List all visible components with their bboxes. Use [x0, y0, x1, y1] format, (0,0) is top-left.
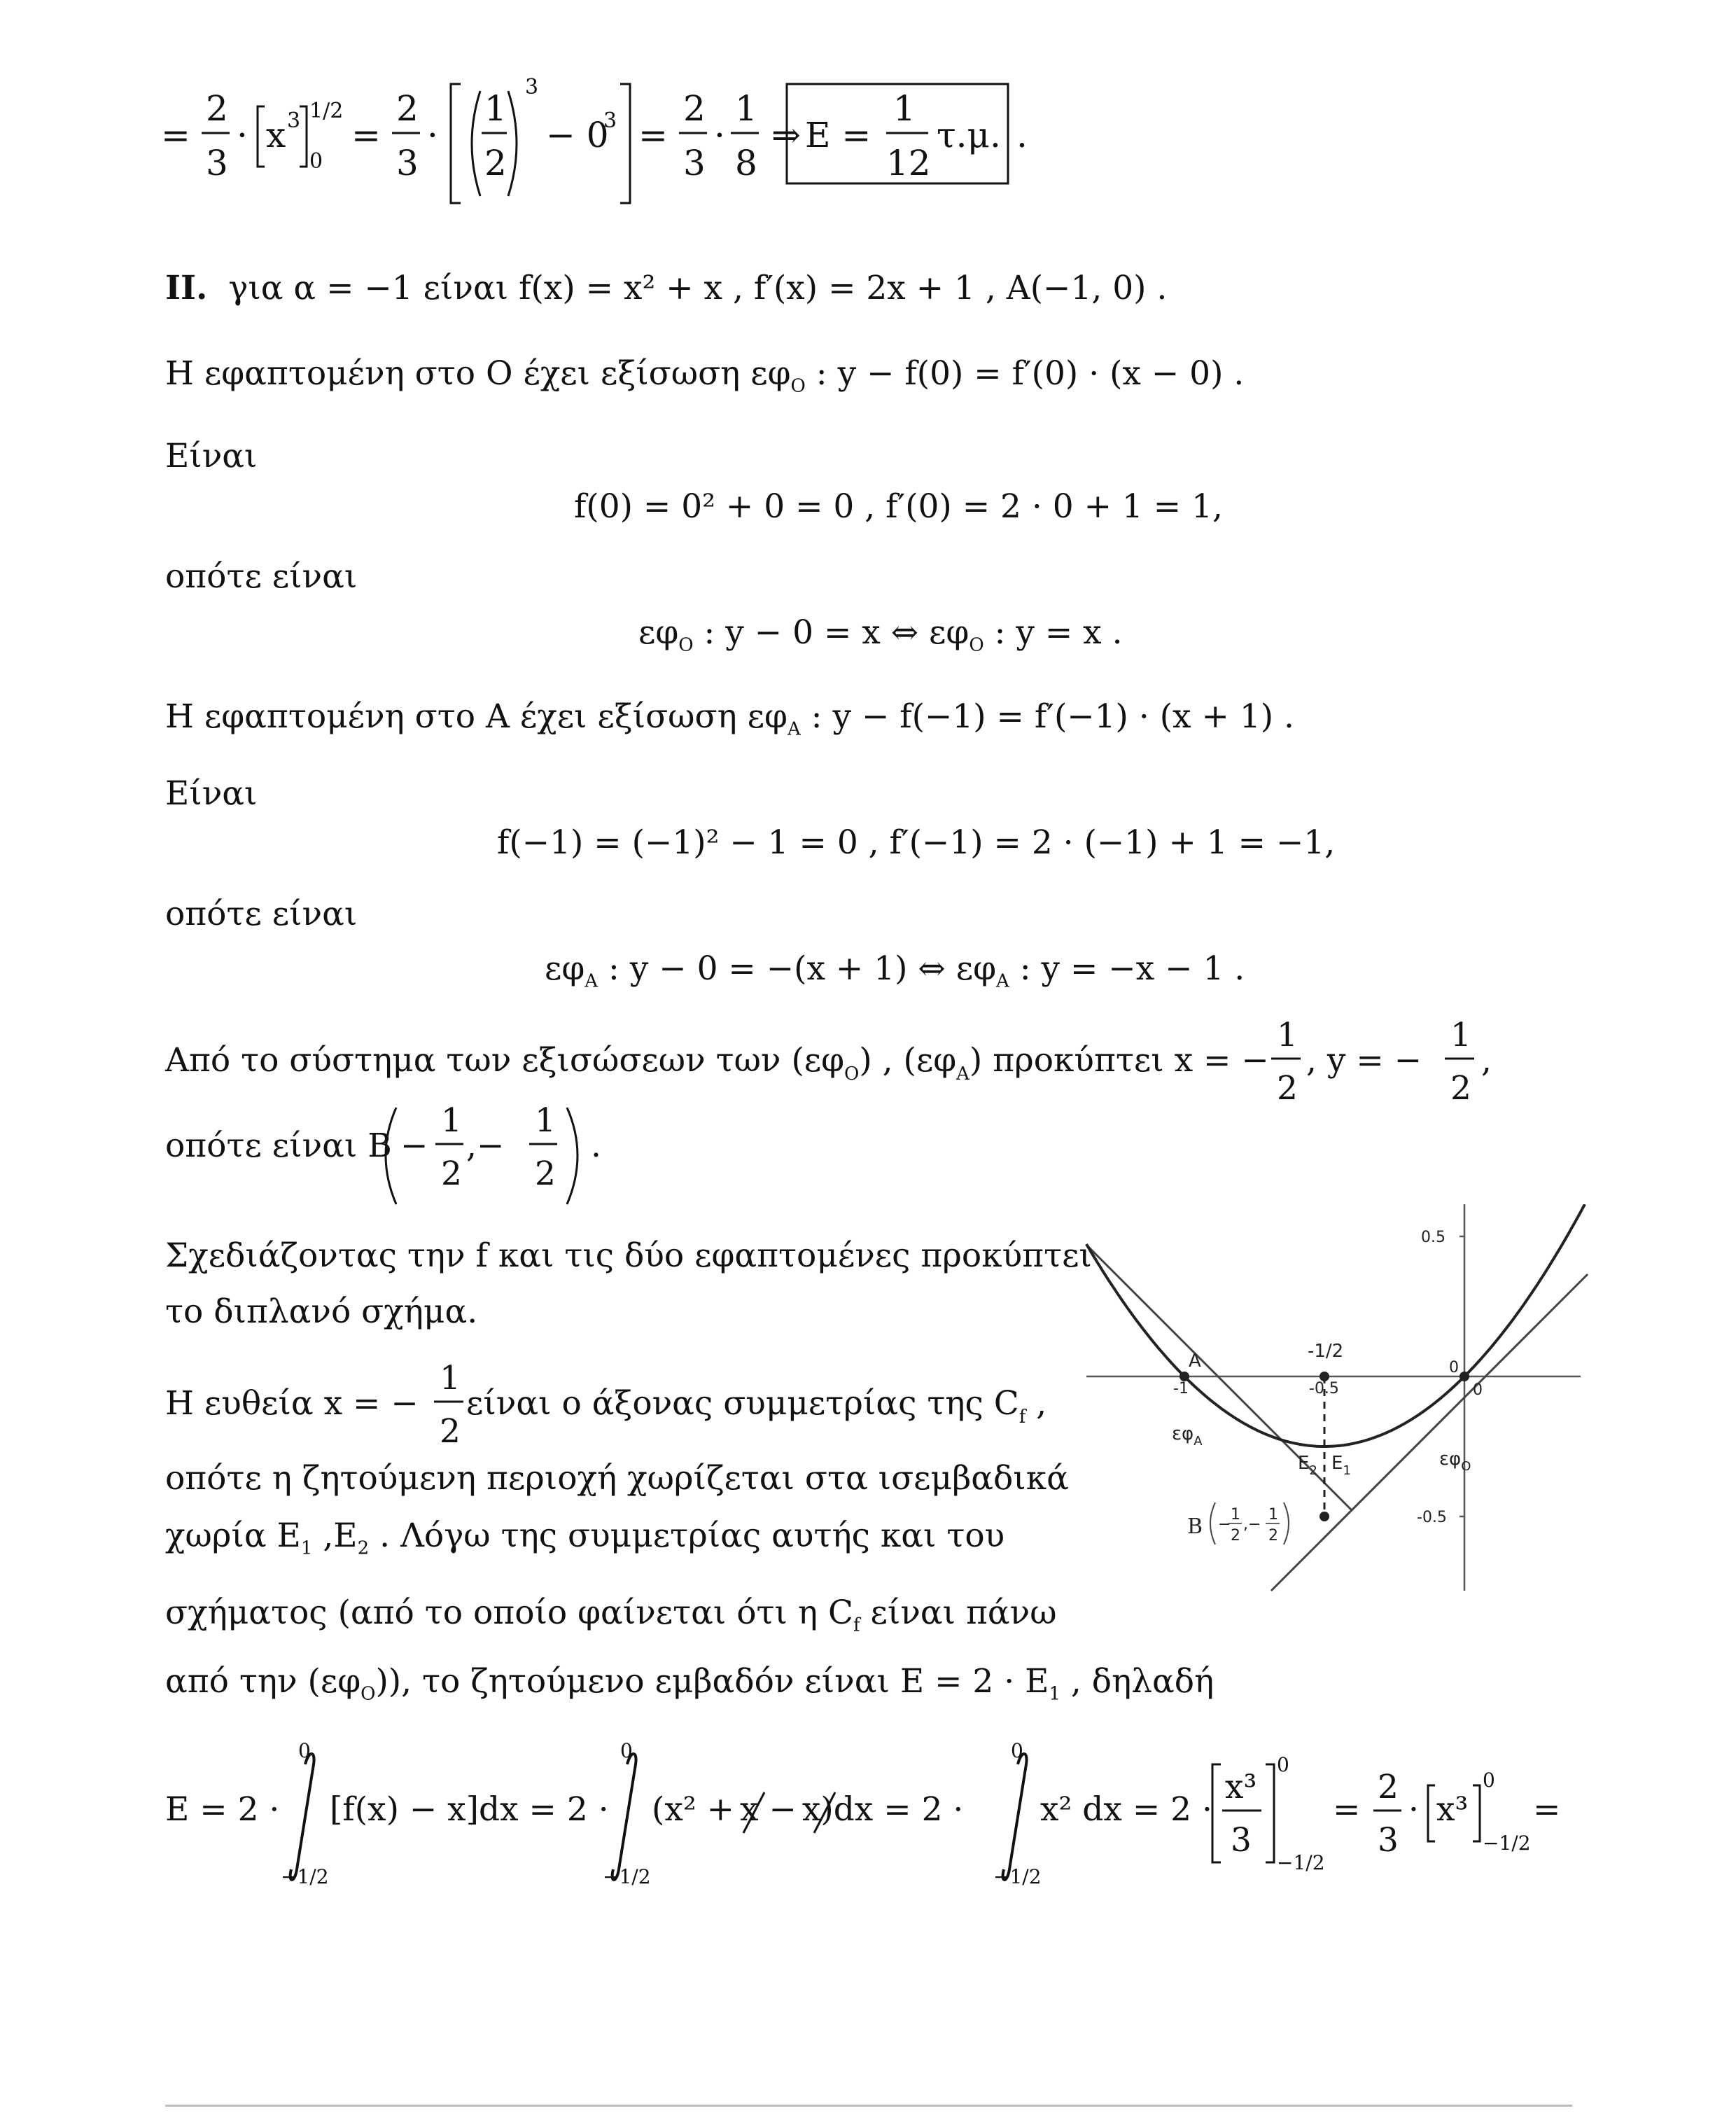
- text: οπότε είναι B: [165, 1127, 392, 1165]
- text: ) , (εφ: [859, 1041, 957, 1080]
- symmetry-axis-line: [165, 1358, 1075, 1456]
- fm1-equation: f(−1) = (−1)² − 1 = 0 , f′(−1) = 2 · (−1) + 1 = −1,: [497, 823, 1336, 862]
- subscript: A: [956, 1064, 969, 1085]
- tangent-O-line: [1271, 1274, 1588, 1591]
- frac-den: 3: [1378, 1821, 1399, 1860]
- integral-upper: 0: [1011, 1739, 1023, 1762]
- svg-text:Από το σύστημα των εξισώσεων τ: [164, 1041, 1269, 1085]
- frac-num: 1: [535, 1101, 556, 1140]
- frac-den: 2: [1450, 1069, 1471, 1108]
- dot: ·: [714, 115, 725, 155]
- tangent-A-statement: [165, 697, 1294, 740]
- text: −: [758, 1790, 797, 1829]
- frac-num: 1: [441, 1101, 462, 1140]
- frac-num: 2: [1378, 1768, 1399, 1806]
- equals-sign: =: [638, 115, 668, 155]
- opote-label: οπότε είναι: [165, 895, 358, 933]
- text: )dx = 2 ·: [820, 1790, 964, 1829]
- subscript: f: [853, 1615, 860, 1636]
- tangent-A-equation: [545, 949, 1245, 992]
- frac-num: 1: [1231, 1506, 1240, 1523]
- svg-text:E1: [1331, 1453, 1351, 1478]
- frac-den: 2: [1231, 1527, 1240, 1544]
- dot: ·: [237, 115, 248, 155]
- einai-label: Είναι: [165, 774, 258, 813]
- symmetry-line-3: [165, 1516, 1005, 1559]
- frac-den: 2: [484, 143, 507, 183]
- exp: 3: [287, 109, 301, 133]
- dot: ·: [427, 115, 438, 155]
- y-tick-label: 0.5: [1421, 1229, 1446, 1246]
- subscript: A: [1194, 1434, 1203, 1449]
- text: )), το ζητούμενο εμβαδόν είναι E = 2 · E: [375, 1662, 1049, 1701]
- einai-label: Είναι: [165, 437, 258, 475]
- frac-den: 2: [1277, 1069, 1298, 1108]
- text: . Λόγω της συμμετρίας αυτής και του: [369, 1516, 1005, 1555]
- frac-den: 8: [735, 143, 757, 183]
- minus: −: [1218, 1516, 1231, 1533]
- equals-sign: =: [161, 115, 190, 155]
- subscript: Ο: [844, 1064, 860, 1085]
- minus-zero: − 0: [546, 115, 609, 155]
- text: =: [1333, 1790, 1361, 1829]
- parabola-curve: [1086, 1204, 1585, 1446]
- svg-text:E2: [1298, 1453, 1317, 1478]
- frac-num: 1: [893, 88, 916, 129]
- opote-label: οπότε είναι: [165, 557, 358, 596]
- frac-num: 1: [1450, 1016, 1471, 1054]
- subscript: A: [584, 970, 598, 992]
- text: , δηλαδή: [1060, 1662, 1214, 1701]
- text: είναι ο άξονας συμμετρίας της C: [466, 1384, 1019, 1423]
- text: είναι πάνω: [860, 1594, 1057, 1632]
- frac-num: 1: [735, 88, 757, 129]
- text: : y = −x − 1 .: [1009, 949, 1245, 988]
- subscript: O: [1461, 1459, 1471, 1474]
- text: [f(x) − x]dx = 2 ·: [330, 1790, 609, 1829]
- text: : y − 0 = −(x + 1) ⇔ εφ: [598, 949, 996, 988]
- tangent-O-equation: [638, 613, 1123, 656]
- frac-num: 1: [1268, 1506, 1278, 1523]
- implies-arrow: ⇒: [771, 115, 801, 155]
- text: χωρία E: [165, 1516, 301, 1555]
- frac-den: 3: [396, 143, 419, 183]
- subscript: 1: [1049, 1683, 1060, 1705]
- separator: ,−: [1243, 1516, 1261, 1533]
- svg-text:είναι ο άξονας συμμετρίας της: [466, 1384, 1046, 1428]
- subscript: A: [995, 970, 1009, 992]
- subscript: Ο: [360, 1683, 376, 1705]
- unit-label: τ.μ.: [937, 115, 1001, 155]
- cancelled-x: x: [802, 1790, 821, 1829]
- text: Η εφαπτομένη στο A έχει εξίσωση εφ: [165, 697, 788, 736]
- origin-label: 0: [1449, 1359, 1459, 1376]
- minus: −: [400, 1127, 428, 1165]
- text: x² dx = 2 ·: [1040, 1790, 1212, 1829]
- exp: 3: [603, 109, 617, 133]
- subscript: Ο: [678, 634, 694, 656]
- integral-lower: −1/2: [603, 1865, 651, 1888]
- period: .: [591, 1127, 601, 1165]
- svg-text:(x² +x −x)dx = 2 ·: [652, 1790, 963, 1829]
- text: από την (εφ: [165, 1662, 361, 1701]
- lower-limit: 0: [309, 149, 323, 174]
- frac-num: 1: [440, 1359, 461, 1397]
- integral-lower: −1/2: [281, 1865, 329, 1888]
- subscript: Ο: [969, 634, 984, 656]
- y-tick-label: -0.5: [1417, 1509, 1447, 1526]
- frac-num: 2: [683, 88, 706, 129]
- integral-upper: 0: [298, 1739, 311, 1762]
- text: Η ευθεία x = −: [165, 1384, 419, 1423]
- svg-text:εφA: [1172, 1423, 1203, 1449]
- text: (x² +: [652, 1790, 735, 1829]
- svg-text:εφO: [1439, 1449, 1471, 1474]
- subscript: 1: [300, 1537, 313, 1559]
- label-A: A: [1189, 1351, 1201, 1372]
- page-bottom-rule: [165, 2105, 1572, 2107]
- frac-num: x³: [1225, 1768, 1257, 1806]
- equals-sign: =: [351, 115, 381, 155]
- x-tick-label: 0: [1473, 1381, 1483, 1399]
- parabola-tangents-figure: [1078, 1204, 1589, 1596]
- x-tick-label: -0.5: [1309, 1380, 1339, 1397]
- text: ,E: [312, 1516, 358, 1555]
- text: =: [1533, 1790, 1561, 1829]
- symmetry-line-4: [165, 1596, 1057, 1634]
- part-label: II.: [165, 269, 208, 307]
- frac-den: 3: [1231, 1821, 1252, 1860]
- part2-text: για α = −1 είναι f(x) = x² + x , f′(x) = 2x + 1 , A(−1, 0) .: [228, 269, 1168, 307]
- point-O: [1460, 1372, 1469, 1381]
- frac-den: 3: [683, 143, 706, 183]
- text: : y − 0 = x ⇔ εφ: [693, 613, 969, 652]
- text: εφ: [638, 613, 679, 652]
- sketch-line-2: το διπλανό σχήμα.: [165, 1292, 478, 1331]
- integral-lower: −1/2: [993, 1865, 1042, 1888]
- cancelled-x: x: [740, 1790, 759, 1829]
- region-E1-label: E: [1331, 1453, 1343, 1474]
- label-B: B: [1187, 1514, 1203, 1539]
- text: ,: [1481, 1041, 1492, 1080]
- frac-den: 2: [535, 1155, 556, 1193]
- point-B-label: [1187, 1502, 1289, 1544]
- subscript: Ο: [790, 375, 806, 397]
- text: : y − f(−1) = f′(−1) · (x + 1) .: [800, 697, 1294, 736]
- text: Η εφαπτομένη στο Ο έχει εξίσωση εφ: [165, 354, 791, 393]
- symmetry-line-5: [165, 1662, 1214, 1705]
- exp: 3: [525, 75, 539, 99]
- text: σχήματος (από το οποίο φαίνεται ότι η C: [165, 1594, 853, 1632]
- subscript: A: [787, 718, 801, 740]
- subscript: 2: [357, 1537, 370, 1559]
- region-E2-label: E: [1298, 1453, 1310, 1474]
- text: ·: [1408, 1790, 1419, 1829]
- frac-den: 12: [886, 143, 931, 183]
- bracket-lower: −1/2: [1483, 1832, 1531, 1855]
- symmetry-line-2: οπότε η ζητούμενη περιοχή χωρίζεται στα ισεμβαδικά: [165, 1459, 1069, 1498]
- text: : y = x .: [983, 613, 1123, 652]
- frac-num: 1: [484, 88, 507, 129]
- subscript: 1: [1343, 1463, 1351, 1478]
- area-result-equation: [161, 63, 1036, 217]
- boxed-E: Ε =: [805, 115, 872, 155]
- subscript: f: [1018, 1407, 1026, 1428]
- tangent-O-label: εφ: [1439, 1449, 1462, 1470]
- x-cubed: x³: [1436, 1790, 1469, 1829]
- x-cubed: x: [266, 115, 286, 155]
- frac-den: 2: [1268, 1527, 1278, 1544]
- tangent-A-label: εφ: [1172, 1423, 1194, 1444]
- frac-num: 2: [206, 88, 228, 129]
- x-tick-label: -1: [1173, 1380, 1189, 1397]
- subscript: 2: [1309, 1463, 1317, 1478]
- bracket-lower: −1/2: [1277, 1851, 1325, 1874]
- frac-den: 3: [206, 143, 228, 183]
- part2-line: [165, 269, 1168, 307]
- text: εφ: [545, 949, 585, 988]
- frac-num: 2: [396, 88, 419, 129]
- sketch-line-1: Σχεδιάζοντας την f και τις δύο εφαπτομένες προκύπτει: [165, 1236, 1092, 1275]
- frac-num: 1: [1277, 1016, 1298, 1054]
- text: ) προκύπτει x = −: [969, 1041, 1269, 1080]
- tangent-O-statement: [165, 354, 1245, 397]
- text: : y − f(0) = f′(0) · (x − 0) .: [805, 354, 1245, 393]
- system-solution-line: [165, 1015, 1572, 1113]
- f0-equation: f(0) = 0² + 0 = 0 , f′(0) = 2 · 0 + 1 = 1,: [574, 487, 1223, 526]
- half-label: -1/2: [1308, 1341, 1344, 1362]
- integral-equation: [165, 1739, 1572, 1888]
- text: ,: [1026, 1384, 1047, 1423]
- text: , y = −: [1306, 1041, 1422, 1080]
- separator: ,−: [466, 1127, 505, 1165]
- bracket-upper: 0: [1277, 1753, 1289, 1776]
- frac-den: 2: [440, 1412, 461, 1451]
- bracket-upper: 0: [1483, 1769, 1495, 1792]
- point-B-line: [165, 1099, 655, 1211]
- point-B: [1320, 1512, 1329, 1521]
- integral-upper: 0: [620, 1739, 633, 1762]
- frac-den: 2: [441, 1155, 462, 1193]
- upper-limit: 1/2: [309, 99, 344, 123]
- text: Από το σύστημα των εξισώσεων των (εφ: [165, 1041, 845, 1080]
- period: .: [1016, 115, 1028, 155]
- text: E = 2 ·: [165, 1790, 280, 1829]
